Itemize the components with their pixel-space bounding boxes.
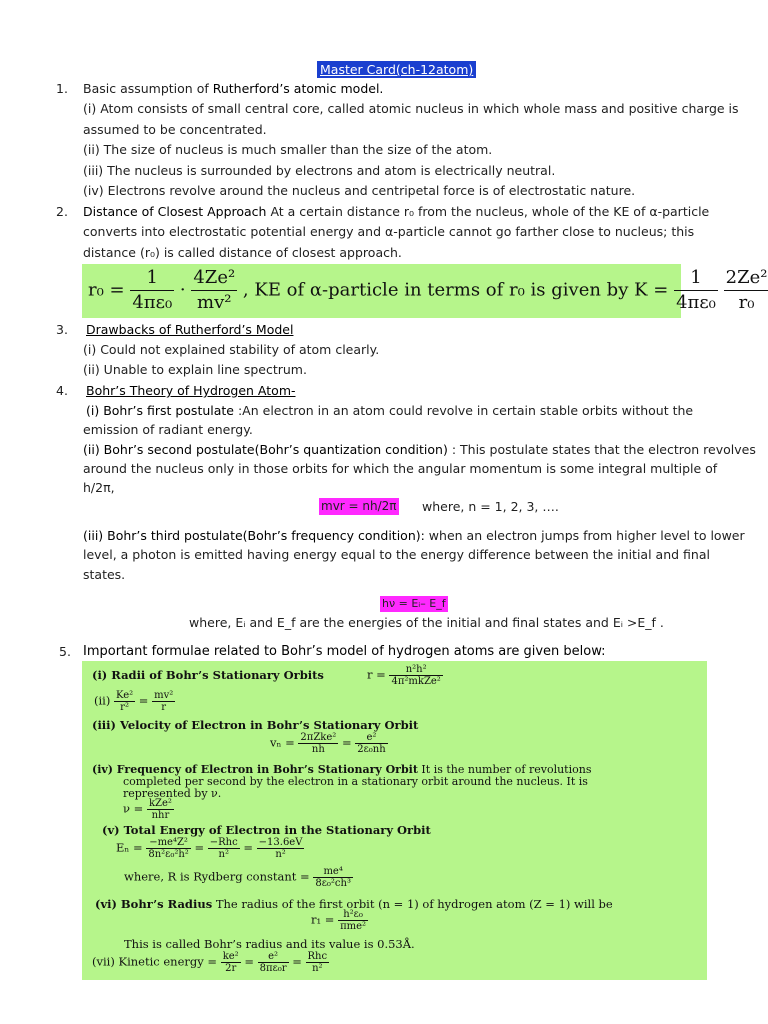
- paragraph: (ii) The size of nucleus is much smaller than the size of the atom.: [83, 142, 493, 157]
- postulate-2-line: [83, 440, 756, 460]
- fraction: [114, 690, 135, 713]
- fraction: [221, 951, 241, 974]
- numerator: mv²: [154, 690, 174, 701]
- numerator: e²: [355, 732, 387, 744]
- numerator: 4Ze²: [191, 266, 237, 291]
- formula-text: The radius of the first orbit (n = 1) of hydrogen atom (Z = 1) will be: [212, 897, 613, 911]
- numerator: 2πZke²: [300, 732, 337, 743]
- denominator: 2ε₀nh: [357, 744, 386, 755]
- section-number: 2.: [56, 204, 68, 219]
- denominator: r: [161, 702, 167, 713]
- denominator: 8ε₀²ch³: [315, 878, 351, 889]
- numerator: ke²: [222, 951, 239, 962]
- denominator: r²: [120, 702, 129, 713]
- paragraph: (ii) Unable to explain line spectrum.: [83, 362, 307, 377]
- formula-text: completed per second by the electron in a stationary orbit around the nucleus. It is: [123, 775, 588, 788]
- fraction: [208, 837, 240, 860]
- formula-label: (vi) Bohr’s Radius: [95, 897, 213, 911]
- equation-where: where, n = 1, 2, 3, ….: [422, 499, 559, 514]
- denominator: n²: [275, 849, 286, 860]
- paragraph: converts into electrostatic potential energy and α-particle cannot go farther close to nucleus; this: [83, 224, 695, 239]
- numerator: 2Ze²: [724, 266, 768, 291]
- formula-label: (vii) Kinetic energy =: [92, 954, 218, 969]
- postulate-2-heading: (ii) Bohr’s second postulate(Bohr’s quantization condition): [83, 442, 448, 457]
- postulate-3-text: when an electron jumps from higher level to lower: [424, 528, 745, 543]
- paragraph: assumed to be concentrated.: [83, 122, 267, 137]
- numerator: h²ε₀: [338, 909, 368, 921]
- denominator: 8n²ε₀²h²: [148, 849, 189, 860]
- numerator: Ke²: [116, 690, 134, 701]
- formula-text: r₁ =: [311, 912, 335, 927]
- numerator: kZe²: [148, 798, 172, 809]
- formula-radii: [92, 668, 324, 682]
- paragraph: emission of radiant energy.: [83, 422, 253, 437]
- denominator: nhr: [151, 810, 170, 821]
- section-number: 5.: [59, 644, 71, 659]
- numerator: e²: [258, 951, 289, 963]
- postulate-2-text: : This postulate states that the electron revolves: [447, 442, 756, 457]
- denominator: πme²: [340, 921, 367, 932]
- paragraph: around the nucleus only in those orbits for which the angular momentum is some integral multiple of: [83, 461, 718, 476]
- denominator: 8πε₀r: [259, 963, 287, 974]
- denominator: nh: [311, 744, 325, 755]
- fraction: [258, 951, 289, 974]
- numerator: 1: [674, 266, 718, 291]
- fraction: [724, 266, 768, 315]
- fraction: [338, 909, 368, 932]
- numerator: n²h²: [389, 664, 442, 676]
- formula-text: where, R is Rydberg constant =: [124, 869, 310, 884]
- paragraph: (i) Could not explained stability of atom clearly.: [83, 342, 380, 357]
- fraction: [152, 690, 175, 713]
- formula-box: [82, 661, 707, 980]
- denominator: r₀: [738, 292, 755, 313]
- denominator: 4πε₀: [676, 292, 716, 313]
- fraction: [306, 951, 330, 974]
- section-number: 3.: [56, 322, 68, 337]
- denominator: n²: [218, 849, 229, 860]
- paragraph: h/2π,: [83, 480, 115, 495]
- section-2-heading: Distance of Closest Approach: [83, 204, 267, 219]
- formula-text: r =: [367, 667, 386, 682]
- formula-text: ν =: [123, 801, 144, 816]
- fraction: [298, 732, 338, 755]
- postulate-1-heading: (i) Bohr’s first postulate: [86, 403, 234, 418]
- equation-where: where, Eᵢ and E_f are the energies of the initial and final states and Eᵢ >E_f .: [189, 615, 664, 630]
- page-title: Master Card(ch-12atom): [317, 61, 476, 78]
- paragraph: (iv) Electrons revolve around the nucleus and centripetal force is of electrostatic nature.: [83, 183, 636, 198]
- fraction: [257, 837, 305, 860]
- paragraph: distance (r₀) is called distance of closest approach.: [83, 245, 402, 260]
- quantization-equation: mvr = nh/2π: [321, 499, 397, 513]
- fraction: [355, 732, 387, 755]
- section-3-heading: Drawbacks of Rutherford’s Model: [86, 322, 294, 337]
- rydberg-line: [124, 866, 353, 889]
- frequency-equation: hν = Eᵢ– E_f: [382, 597, 446, 610]
- formula-text: This is called Bohr’s radius and its value is 0.53Å.: [124, 937, 415, 951]
- formula-label: (i) Radii of Bohr’s Stationary Orbits: [92, 668, 324, 682]
- postulate-3-line: [83, 526, 745, 546]
- formula-radii-eq: [367, 664, 443, 687]
- formula-label: (iii) Velocity of Electron in Bohr’s Stationary Orbit: [92, 718, 419, 732]
- closest-approach-formula: r₀ = $\frac{1}{\text{4πε₀}}$ · $\frac{\text{4Ze²}}{\text{mv²}}$ , KE of α-particle in terms of r₀ is given by K = $\frac{1}{\text{4πε₀}}$ $\frac{\text{2Ze²}}{\text{r₀}}$: [88, 267, 768, 313]
- denominator: 4πε₀: [132, 292, 173, 313]
- section-4-heading: Bohr’s Theory of Hydrogen Atom-: [86, 383, 296, 398]
- paragraph: level, a photon is emitted having energy equal to the energy difference between the initial and final: [83, 547, 710, 562]
- denominator: 4π²mkZe²: [391, 676, 441, 687]
- formula-force: (ii) $\frac{\text{Ke²}}{\text{r²}}$ = $\frac{\text{mv²}}{r}$: [94, 690, 174, 713]
- formula-velocity: [92, 718, 418, 732]
- section-number: 4.: [56, 383, 68, 398]
- numerator: 1: [130, 266, 174, 291]
- denominator: mv²: [197, 292, 232, 313]
- formula-bohr-radius-eq: [311, 909, 368, 932]
- fraction: [674, 266, 718, 315]
- formula-velocity-eq: vₙ = $\frac{\text{2πZke²}}{nh}$ = $\frac{\text{e²}}{\text{2ε₀nh}}$: [270, 732, 386, 755]
- section-2-line: [83, 202, 709, 222]
- postulate-1-text: :An electron in an atom could revolve in certain stable orbits without the: [234, 403, 694, 418]
- fraction: [146, 837, 190, 860]
- formula-energy: [102, 823, 431, 837]
- section-1-lead: Basic assumption of: [83, 81, 213, 96]
- formula-label: (v) Total Energy of Electron in the Stationary Orbit: [102, 823, 431, 837]
- section-5-heading: Important formulae related to Bohr’s model of hydrogen atoms are given below:: [83, 644, 606, 659]
- formula-label: (ii): [94, 693, 111, 708]
- section-1-heading: Rutherford’s atomic model.: [212, 81, 384, 96]
- section-number: 1.: [56, 81, 68, 96]
- formula-label: (iv) Frequency of Electron in Bohr’s Stationary Orbit: [92, 763, 418, 776]
- formula-frequency-eq: [123, 798, 174, 821]
- fraction: [191, 266, 237, 315]
- numerator: −me⁴Z²: [146, 837, 190, 849]
- fraction: [313, 866, 353, 889]
- formula-text: represented by ν.: [123, 787, 222, 800]
- section-2-text: At a certain distance r₀ from the nucleus, whole of the KE of α-particle: [266, 204, 710, 219]
- formula-energy-eq: Eₙ = $\frac{\text{−me⁴Z²}}{\text{8n²ε₀²h²}}$ = $\frac{\text{−Rhc}}{\text{n²}}$ = $\frac{-13.6eV}{\text{n²}}$: [116, 837, 303, 860]
- paragraph: (iii) The nucleus is surrounded by electrons and atom is electrically neutral.: [83, 163, 556, 178]
- formula-text: vₙ =: [270, 735, 295, 750]
- denominator: n²: [312, 963, 323, 974]
- numerator: me⁴: [313, 866, 353, 878]
- formula-text: , KE of α-particle in terms of r₀ is given by K =: [242, 279, 675, 301]
- formula-text: Eₙ =: [116, 840, 143, 855]
- formula-text: r₀ =: [88, 279, 131, 301]
- numerator: −Rhc: [209, 837, 238, 848]
- formula-text: It is the number of revolutions: [417, 763, 592, 776]
- section-1-heading-line: [83, 79, 383, 99]
- fraction: [389, 664, 442, 687]
- numerator: −13.6eV: [258, 837, 303, 848]
- fraction: [130, 266, 174, 315]
- denominator: 2r: [225, 963, 237, 974]
- postulate-3-heading: (iii) Bohr’s third postulate(Bohr’s frequency condition):: [83, 528, 425, 543]
- postulate-1-line: [86, 401, 693, 421]
- paragraph: states.: [83, 567, 126, 582]
- fraction: [147, 798, 174, 821]
- paragraph: (i) Atom consists of small central core, called atomic nucleus in which whole mass and positive charge is: [83, 101, 739, 116]
- numerator: Rhc: [307, 951, 328, 962]
- formula-kinetic-energy: (vii) Kinetic energy = $\frac{\text{ke²}}{2r}$ = $\frac{\text{e²}}{\text{8πε₀r}}$ = $\frac{\text{Rhc}}{\text{n²}}$: [92, 951, 328, 974]
